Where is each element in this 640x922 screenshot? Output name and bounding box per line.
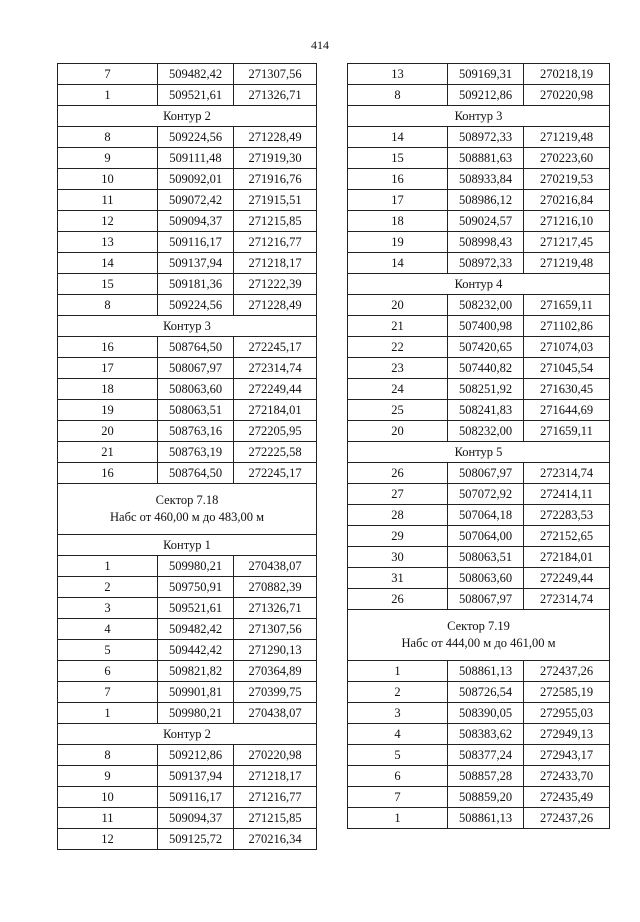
coordinate-row [58, 619, 317, 640]
x-coordinate-cell: 508933,84 [448, 169, 524, 190]
x-coordinate-cell: 509024,57 [448, 211, 524, 232]
x-coordinate-cell: 509137,94 [158, 253, 234, 274]
point-number-cell: 7 [348, 787, 448, 808]
coordinate-row [348, 85, 610, 106]
y-coordinate-cell: 271916,76 [234, 169, 317, 190]
y-coordinate-cell: 270223,60 [524, 148, 610, 169]
coordinate-row [348, 526, 610, 547]
y-coordinate-cell: 271215,85 [234, 211, 317, 232]
x-coordinate-cell: 509169,31 [448, 64, 524, 85]
y-coordinate-cell: 272314,74 [524, 463, 610, 484]
contour-title: Контур 5 [348, 442, 610, 463]
point-number-cell: 19 [348, 232, 448, 253]
coordinate-row [348, 190, 610, 211]
x-coordinate-cell: 508232,00 [448, 421, 524, 442]
point-number-cell: 1 [58, 703, 158, 724]
point-number-cell: 18 [58, 379, 158, 400]
point-number-cell: 31 [348, 568, 448, 589]
contour-title: Контур 3 [58, 316, 317, 337]
point-number-cell: 10 [58, 787, 158, 808]
x-coordinate-cell: 507440,82 [448, 358, 524, 379]
y-coordinate-cell: 271659,11 [524, 295, 610, 316]
x-coordinate-cell: 508764,50 [158, 337, 234, 358]
x-coordinate-cell: 508232,00 [448, 295, 524, 316]
y-coordinate-cell: 272314,74 [234, 358, 317, 379]
y-coordinate-cell: 271919,30 [234, 148, 317, 169]
x-coordinate-cell: 509094,37 [158, 211, 234, 232]
x-coordinate-cell: 509521,61 [158, 85, 234, 106]
y-coordinate-cell: 271219,48 [524, 127, 610, 148]
y-coordinate-cell: 270220,98 [234, 745, 317, 766]
y-coordinate-cell: 272314,74 [524, 589, 610, 610]
y-coordinate-cell: 271228,49 [234, 295, 317, 316]
y-coordinate-cell: 271215,85 [234, 808, 317, 829]
x-coordinate-cell: 507400,98 [448, 316, 524, 337]
coordinate-row [58, 127, 317, 148]
coordinates-table-right [347, 63, 610, 829]
y-coordinate-cell: 272152,65 [524, 526, 610, 547]
y-coordinate-cell: 271219,48 [524, 253, 610, 274]
y-coordinate-cell: 271216,77 [234, 787, 317, 808]
coordinate-row [348, 169, 610, 190]
point-number-cell: 24 [348, 379, 448, 400]
point-number-cell: 15 [58, 274, 158, 295]
point-number-cell: 21 [58, 442, 158, 463]
y-coordinate-cell: 271045,54 [524, 358, 610, 379]
point-number-cell: 15 [348, 148, 448, 169]
coordinate-row [348, 316, 610, 337]
x-coordinate-cell: 509125,72 [158, 829, 234, 850]
coordinate-row [348, 568, 610, 589]
coordinate-row [58, 148, 317, 169]
x-coordinate-cell: 508067,97 [158, 358, 234, 379]
y-coordinate-cell: 271218,17 [234, 766, 317, 787]
coordinate-row [58, 442, 317, 463]
y-coordinate-cell: 270438,07 [234, 703, 317, 724]
x-coordinate-cell: 509901,81 [158, 682, 234, 703]
contour-title: Контур 3 [348, 106, 610, 127]
sector-header-row [58, 484, 317, 535]
contour-title: Контур 1 [58, 535, 317, 556]
coordinate-row [348, 295, 610, 316]
y-coordinate-cell: 272955,03 [524, 703, 610, 724]
coordinate-row [58, 232, 317, 253]
point-number-cell: 6 [58, 661, 158, 682]
coordinate-row [348, 64, 610, 85]
point-number-cell: 30 [348, 547, 448, 568]
coordinate-row [348, 703, 610, 724]
coordinate-row [58, 556, 317, 577]
y-coordinate-cell: 271228,49 [234, 127, 317, 148]
y-coordinate-cell: 272225,58 [234, 442, 317, 463]
y-coordinate-cell: 272249,44 [524, 568, 610, 589]
x-coordinate-cell: 509212,86 [448, 85, 524, 106]
y-coordinate-cell: 272949,13 [524, 724, 610, 745]
x-coordinate-cell: 509212,86 [158, 745, 234, 766]
coordinate-row [58, 421, 317, 442]
point-number-cell: 29 [348, 526, 448, 547]
contour-title: Контур 2 [58, 106, 317, 127]
point-number-cell: 8 [58, 745, 158, 766]
x-coordinate-cell: 507072,92 [448, 484, 524, 505]
x-coordinate-cell: 508763,19 [158, 442, 234, 463]
coordinate-row [348, 484, 610, 505]
x-coordinate-cell: 508063,60 [158, 379, 234, 400]
x-coordinate-cell: 508998,43 [448, 232, 524, 253]
coordinate-row [348, 358, 610, 379]
contour-header-row [58, 535, 317, 556]
y-coordinate-cell: 271216,10 [524, 211, 610, 232]
x-coordinate-cell: 509482,42 [158, 64, 234, 85]
x-coordinate-cell: 508764,50 [158, 463, 234, 484]
y-coordinate-cell: 270216,34 [234, 829, 317, 850]
y-coordinate-cell: 271644,69 [524, 400, 610, 421]
coordinate-row [348, 148, 610, 169]
coordinate-row [58, 400, 317, 421]
x-coordinate-cell: 509980,21 [158, 703, 234, 724]
coordinate-row [58, 211, 317, 232]
contour-title: Контур 4 [348, 274, 610, 295]
point-number-cell: 1 [58, 85, 158, 106]
coordinate-row [348, 337, 610, 358]
point-number-cell: 7 [58, 682, 158, 703]
x-coordinate-cell: 509442,42 [158, 640, 234, 661]
y-coordinate-cell: 270218,19 [524, 64, 610, 85]
coordinate-row [348, 379, 610, 400]
coordinate-row [348, 682, 610, 703]
x-coordinate-cell: 508726,54 [448, 682, 524, 703]
x-coordinate-cell: 509482,42 [158, 619, 234, 640]
page-number: 414 [311, 38, 329, 52]
point-number-cell: 7 [58, 64, 158, 85]
sector-title-cell [348, 610, 610, 661]
coordinate-row [348, 211, 610, 232]
point-number-cell: 12 [58, 829, 158, 850]
x-coordinate-cell: 508377,24 [448, 745, 524, 766]
coordinate-row [58, 274, 317, 295]
point-number-cell: 16 [58, 463, 158, 484]
x-coordinate-cell: 509224,56 [158, 295, 234, 316]
x-coordinate-cell: 508390,05 [448, 703, 524, 724]
coordinate-row [58, 337, 317, 358]
coordinate-row [348, 661, 610, 682]
point-number-cell: 16 [348, 169, 448, 190]
x-coordinate-cell: 509821,82 [158, 661, 234, 682]
coordinate-row [348, 808, 610, 829]
point-number-cell: 14 [348, 253, 448, 274]
point-number-cell: 23 [348, 358, 448, 379]
coordinate-row [58, 577, 317, 598]
point-number-cell: 8 [58, 127, 158, 148]
point-number-cell: 21 [348, 316, 448, 337]
x-coordinate-cell: 508986,12 [448, 190, 524, 211]
contour-header-row [58, 724, 317, 745]
y-coordinate-cell: 271074,03 [524, 337, 610, 358]
coordinate-row [58, 640, 317, 661]
x-coordinate-cell: 508861,13 [448, 661, 524, 682]
point-number-cell: 20 [348, 421, 448, 442]
x-coordinate-cell: 508067,97 [448, 463, 524, 484]
x-coordinate-cell: 508857,28 [448, 766, 524, 787]
sector-title-cell [58, 484, 317, 535]
y-coordinate-cell: 270220,98 [524, 85, 610, 106]
y-coordinate-cell: 272245,17 [234, 337, 317, 358]
coordinate-row [348, 421, 610, 442]
coordinate-row [58, 358, 317, 379]
coordinate-row [58, 379, 317, 400]
coordinates-table-left [57, 63, 317, 850]
point-number-cell: 3 [58, 598, 158, 619]
coordinate-row [58, 787, 317, 808]
coordinate-row [58, 463, 317, 484]
point-number-cell: 4 [348, 724, 448, 745]
point-number-cell: 2 [348, 682, 448, 703]
sector-header-row [348, 610, 610, 661]
y-coordinate-cell: 272943,17 [524, 745, 610, 766]
x-coordinate-cell: 508067,97 [448, 589, 524, 610]
y-coordinate-cell: 271659,11 [524, 421, 610, 442]
point-number-cell: 19 [58, 400, 158, 421]
coordinate-row [58, 64, 317, 85]
point-number-cell: 4 [58, 619, 158, 640]
y-coordinate-cell: 272245,17 [234, 463, 317, 484]
coordinate-row [58, 169, 317, 190]
x-coordinate-cell: 508251,92 [448, 379, 524, 400]
coordinate-row [348, 232, 610, 253]
point-number-cell: 20 [348, 295, 448, 316]
coordinate-row [58, 829, 317, 850]
point-number-cell: 25 [348, 400, 448, 421]
coordinate-row [58, 85, 317, 106]
point-number-cell: 9 [58, 148, 158, 169]
x-coordinate-cell: 509521,61 [158, 598, 234, 619]
coordinate-row [58, 598, 317, 619]
coordinate-row [58, 703, 317, 724]
y-coordinate-cell: 270882,39 [234, 577, 317, 598]
contour-header-row [348, 442, 610, 463]
y-coordinate-cell: 271915,51 [234, 190, 317, 211]
point-number-cell: 17 [348, 190, 448, 211]
point-number-cell: 3 [348, 703, 448, 724]
coordinate-row [58, 808, 317, 829]
point-number-cell: 13 [58, 232, 158, 253]
y-coordinate-cell: 271216,77 [234, 232, 317, 253]
coordinate-row [348, 253, 610, 274]
x-coordinate-cell: 508063,51 [158, 400, 234, 421]
y-coordinate-cell: 271217,45 [524, 232, 610, 253]
y-coordinate-cell: 271307,56 [234, 64, 317, 85]
y-coordinate-cell: 272437,26 [524, 808, 610, 829]
point-number-cell: 20 [58, 421, 158, 442]
point-number-cell: 11 [58, 808, 158, 829]
point-number-cell: 12 [58, 211, 158, 232]
contour-title: Контур 2 [58, 724, 317, 745]
y-coordinate-cell: 270399,75 [234, 682, 317, 703]
point-number-cell: 14 [348, 127, 448, 148]
x-coordinate-cell: 509092,01 [158, 169, 234, 190]
x-coordinate-cell: 509072,42 [158, 190, 234, 211]
y-coordinate-cell: 270219,53 [524, 169, 610, 190]
contour-header-row [348, 106, 610, 127]
point-number-cell: 1 [58, 556, 158, 577]
coordinate-row [348, 400, 610, 421]
coordinate-row [58, 661, 317, 682]
x-coordinate-cell: 507064,00 [448, 526, 524, 547]
coordinate-row [348, 787, 610, 808]
x-coordinate-cell: 509111,48 [158, 148, 234, 169]
point-number-cell: 6 [348, 766, 448, 787]
y-coordinate-cell: 272437,26 [524, 661, 610, 682]
coordinate-row [58, 190, 317, 211]
coordinate-row [348, 505, 610, 526]
coordinate-row [58, 766, 317, 787]
coordinate-row [348, 589, 610, 610]
y-coordinate-cell: 272184,01 [524, 547, 610, 568]
point-number-cell: 13 [348, 64, 448, 85]
y-coordinate-cell: 271630,45 [524, 379, 610, 400]
point-number-cell: 22 [348, 337, 448, 358]
x-coordinate-cell: 507420,65 [448, 337, 524, 358]
coordinate-row [348, 745, 610, 766]
point-number-cell: 8 [58, 295, 158, 316]
x-coordinate-cell: 508063,51 [448, 547, 524, 568]
point-number-cell: 5 [58, 640, 158, 661]
point-number-cell: 1 [348, 661, 448, 682]
x-coordinate-cell: 509116,17 [158, 232, 234, 253]
y-coordinate-cell: 271218,17 [234, 253, 317, 274]
contour-header-row [58, 106, 317, 127]
y-coordinate-cell: 270438,07 [234, 556, 317, 577]
coordinate-row [58, 682, 317, 703]
point-number-cell: 16 [58, 337, 158, 358]
point-number-cell: 26 [348, 589, 448, 610]
point-number-cell: 26 [348, 463, 448, 484]
y-coordinate-cell: 272249,44 [234, 379, 317, 400]
point-number-cell: 11 [58, 190, 158, 211]
sector-title: Сектор 7.18 [155, 493, 219, 507]
y-coordinate-cell: 271290,13 [234, 640, 317, 661]
coordinate-row [348, 724, 610, 745]
contour-header-row [348, 274, 610, 295]
y-coordinate-cell: 271326,71 [234, 85, 317, 106]
y-coordinate-cell: 270216,84 [524, 190, 610, 211]
x-coordinate-cell: 509224,56 [158, 127, 234, 148]
point-number-cell: 9 [58, 766, 158, 787]
y-coordinate-cell: 271326,71 [234, 598, 317, 619]
sector-elevation-range: Набс от 460,00 м до 483,00 м [110, 510, 264, 524]
y-coordinate-cell: 270364,89 [234, 661, 317, 682]
coordinate-row [348, 547, 610, 568]
point-number-cell: 1 [348, 808, 448, 829]
x-coordinate-cell: 508241,83 [448, 400, 524, 421]
y-coordinate-cell: 271307,56 [234, 619, 317, 640]
x-coordinate-cell: 508972,33 [448, 127, 524, 148]
y-coordinate-cell: 272585,19 [524, 682, 610, 703]
x-coordinate-cell: 509116,17 [158, 787, 234, 808]
sector-elevation-range: Набс от 444,00 м до 461,00 м [401, 636, 556, 650]
contour-header-row [58, 316, 317, 337]
x-coordinate-cell: 508881,63 [448, 148, 524, 169]
point-number-cell: 14 [58, 253, 158, 274]
point-number-cell: 27 [348, 484, 448, 505]
coordinate-row [58, 295, 317, 316]
point-number-cell: 28 [348, 505, 448, 526]
x-coordinate-cell: 507064,18 [448, 505, 524, 526]
y-coordinate-cell: 272435,49 [524, 787, 610, 808]
x-coordinate-cell: 509750,91 [158, 577, 234, 598]
point-number-cell: 5 [348, 745, 448, 766]
x-coordinate-cell: 509980,21 [158, 556, 234, 577]
point-number-cell: 10 [58, 169, 158, 190]
coordinate-row [58, 253, 317, 274]
y-coordinate-cell: 272184,01 [234, 400, 317, 421]
y-coordinate-cell: 272283,53 [524, 505, 610, 526]
y-coordinate-cell: 272205,95 [234, 421, 317, 442]
x-coordinate-cell: 509094,37 [158, 808, 234, 829]
x-coordinate-cell: 508972,33 [448, 253, 524, 274]
x-coordinate-cell: 509181,36 [158, 274, 234, 295]
x-coordinate-cell: 508859,20 [448, 787, 524, 808]
point-number-cell: 8 [348, 85, 448, 106]
coordinate-row [348, 766, 610, 787]
x-coordinate-cell: 508063,60 [448, 568, 524, 589]
y-coordinate-cell: 272433,70 [524, 766, 610, 787]
coordinate-row [58, 745, 317, 766]
y-coordinate-cell: 271222,39 [234, 274, 317, 295]
x-coordinate-cell: 508763,16 [158, 421, 234, 442]
x-coordinate-cell: 509137,94 [158, 766, 234, 787]
y-coordinate-cell: 272414,11 [524, 484, 610, 505]
point-number-cell: 2 [58, 577, 158, 598]
point-number-cell: 17 [58, 358, 158, 379]
coordinate-row [348, 127, 610, 148]
sector-title: Сектор 7.19 [447, 619, 510, 633]
point-number-cell: 18 [348, 211, 448, 232]
y-coordinate-cell: 271102,86 [524, 316, 610, 337]
x-coordinate-cell: 508383,62 [448, 724, 524, 745]
x-coordinate-cell: 508861,13 [448, 808, 524, 829]
coordinate-row [348, 463, 610, 484]
